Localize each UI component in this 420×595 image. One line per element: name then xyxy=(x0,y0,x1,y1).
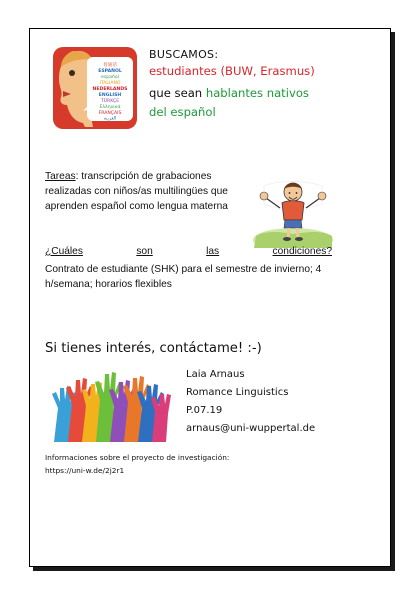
tasks-label: Tareas xyxy=(45,171,76,182)
students-line: estudiantes (BUW, Erasmus) xyxy=(149,64,315,78)
lang-word: ESPAÑOL xyxy=(98,69,122,74)
contact-department: Romance Linguistics xyxy=(186,387,289,398)
child-illustration xyxy=(252,170,334,248)
project-info-text: Informaciones sobre el proyecto de investigación: xyxy=(45,453,230,462)
lang-word: español xyxy=(101,75,119,80)
conditions-word: son xyxy=(136,246,153,257)
que-sean-text: que sean xyxy=(149,86,203,100)
conditions-text: Contrato de estudiante (SHK) para el semestre de invierno; 4 h/semana; horarios flexibles xyxy=(45,264,322,290)
conditions-question xyxy=(45,246,332,257)
contact-name: Laia Arnaus xyxy=(186,369,245,380)
lang-word: NEDERLANDS xyxy=(92,87,128,92)
contact-email: arnaus@uni-wuppertal.de xyxy=(186,423,316,434)
languages-head-image xyxy=(53,47,137,129)
lang-word: ENGLISH xyxy=(98,93,122,98)
lang-word: TÜRKÇE xyxy=(100,99,120,104)
tasks-text: : transcripción de grabaciones realizadas con niños/as multilingües que aprenden español como lengua materna xyxy=(45,171,228,212)
lang-word: العربية xyxy=(103,116,117,122)
lang-word: FRANÇAIS xyxy=(98,111,122,116)
lang-word: ITALIANO xyxy=(99,81,121,86)
raised-hands-image xyxy=(48,364,174,442)
native-speakers-line xyxy=(149,86,309,100)
project-info xyxy=(45,451,229,477)
lang-word: Ελληνικά xyxy=(99,105,121,110)
spanish-line: del español xyxy=(149,105,216,119)
intro-heading: BUSCAMOS: xyxy=(149,48,219,61)
project-url: https://uni-w.de/2j2r1 xyxy=(45,466,125,475)
conditions-word: ¿Cuáles xyxy=(45,246,83,257)
contact-call-to-action: Si tienes interés, contáctame! :-) xyxy=(45,341,262,356)
contact-room: P.07.19 xyxy=(186,405,223,416)
lang-word: 普通话 xyxy=(103,63,117,68)
native-speakers-text: hablantes nativos xyxy=(205,86,309,100)
contact-block xyxy=(186,366,315,438)
tasks-paragraph xyxy=(45,169,251,214)
conditions-word: condiciones? xyxy=(272,246,332,257)
conditions-word: las xyxy=(206,246,220,257)
